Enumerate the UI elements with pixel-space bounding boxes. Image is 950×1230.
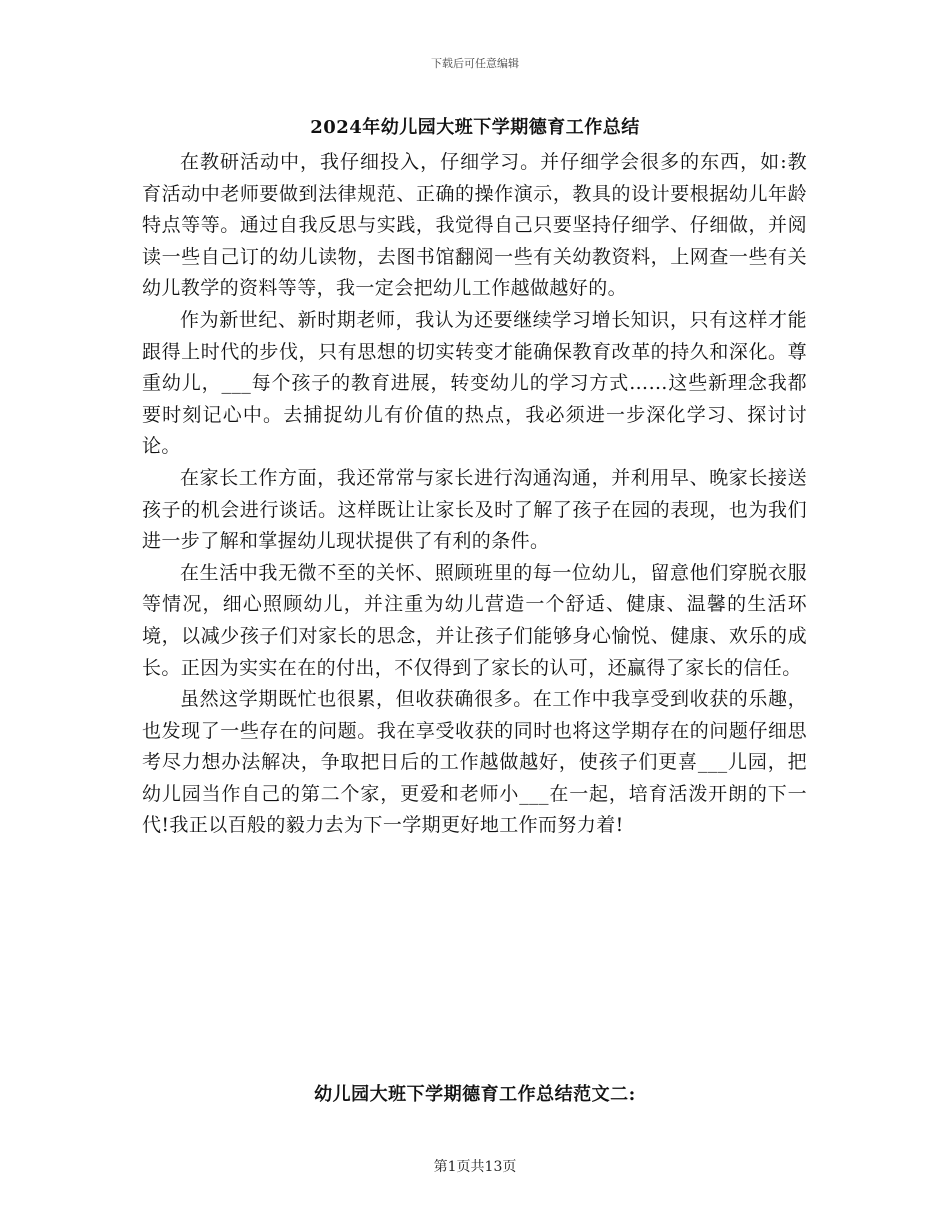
section-title: 幼儿园大班下学期德育工作总结范文二:	[314, 1084, 636, 1105]
paragraph: 作为新世纪、新时期老师，我认为还要继续学习增长知识，只有这样才能跟得上时代的步伐，只有思想的切实转变才能确保教育改革的持久和深化。尊重幼儿，___每个孩子的教育进展，转变幼儿的学习方式……这些新理念我都要时刻记心中。去捕捉幼儿有价值的热点，我必须进一步深化学习、探讨讨论。	[142, 308, 807, 458]
header-note: 下载后可任意编辑	[431, 57, 519, 70]
document-title: 2024年幼儿园大班下学期德育工作总结	[310, 117, 640, 138]
page-number: 第1页共13页	[433, 1159, 517, 1175]
paragraph: 在家长工作方面，我还常常与家长进行沟通沟通，并利用早、晚家长接送孩子的机会进行谈话。这样既让让家长及时了解了孩子在园的表现，也为我们进一步了解和掌握幼儿现状提供了有利的条件。	[142, 466, 807, 553]
paragraph: 在教研活动中，我仔细投入，仔细学习。并仔细学会很多的东西，如:教育活动中老师要做到法律规范、正确的操作演示，教具的设计要根据幼儿年龄特点等等。通过自我反思与实践，我觉得自己只要坚持仔细学、仔细做，并阅读一些自己订的幼儿读物，去图书馆翻阅一些有关幼教资料，上网查一些有关幼儿教学的资料等等，我一定会把幼儿工作越做越好的。	[142, 151, 807, 300]
paragraph: 虽然这学期既忙也很累，但收获确很多。在工作中我享受到收获的乐趣，也发现了一些存在的问题。我在享受收获的同时也将这学期存在的问题仔细思考尽力想办法解决，争取把日后的工作越做越好，使孩子们更喜___儿园，把幼儿园当作自己的第二个家，更爱和老师小___在一起，培育活泼开朗的下一代!我正以百般的毅力去为下一学期更好地工作而努力着!	[142, 688, 807, 837]
paragraph: 在生活中我无微不至的关怀、照顾班里的每一位幼儿，留意他们穿脱衣服等情况，细心照顾幼儿，并注重为幼儿营造一个舒适、健康、温馨的生活环境，以减少孩子们对家长的思念，并让孩子们能够身心愉悦、健康、欢乐的成长。正因为实实在在的付出，不仅得到了家长的认可，还赢得了家长的信任。	[142, 561, 807, 679]
document-body	[142, 147, 807, 842]
